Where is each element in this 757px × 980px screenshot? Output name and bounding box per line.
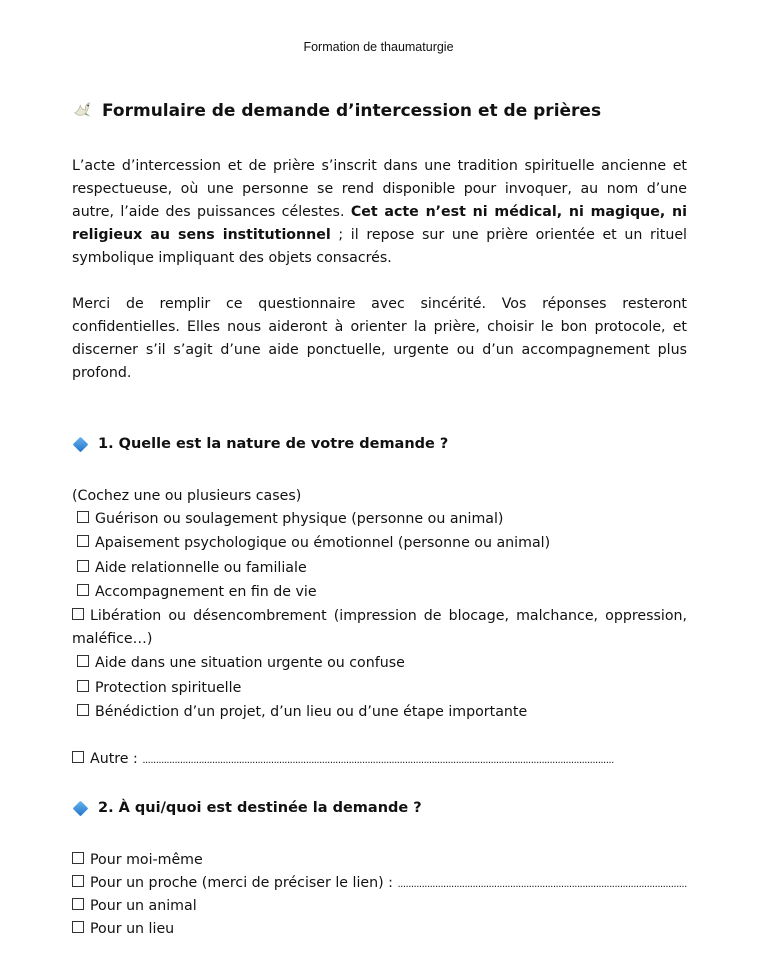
checkbox-icon[interactable] [72,751,84,763]
option-autre-label: Autre : [90,751,143,767]
question-1-instruction: (Cochez une ou plusieurs cases) [72,488,302,504]
option-protection[interactable] [72,677,692,700]
form-title [72,100,687,122]
option-benediction[interactable] [72,701,692,724]
intro-paragraph-2: Merci de remplir ce questionnaire avec sincérité. Vos réponses resteront confidentielles. Elles nous aideront à orienter la prière, choisir le bon protocole, et discerner s’il s’agit d’une aide ponctuelle, urgente ou d’un accompagnement plus profond. [72,296,687,381]
option-liberation[interactable] [72,605,687,651]
intro-text-bold: Cet acte n’est ni médical, ni magique, ni religieux au sens institutionnel [72,204,687,243]
option-label: Protection spirituelle [95,680,242,696]
intro-text-b: ; il repose sur une prière orientée et un rituel symbolique impliquant des objets consacrés. [72,227,687,266]
blue-diamond-icon [73,800,89,816]
option-label: Aide relationnelle ou familiale [95,560,307,576]
checkbox-icon[interactable] [72,852,84,864]
option-moi-meme[interactable] [72,849,687,872]
question-2-text: 2. À qui/quoi est destinée la demande ? [98,800,422,816]
option-label: Bénédiction d’un projet, d’un lieu ou d’une étape importante [95,704,528,720]
proche-fill-line[interactable]: ............................................................................................................ [397,879,687,890]
option-label: Guérison ou soulagement physique (personne ou animal) [95,511,504,527]
intro-paragraph-1 [72,155,687,270]
option-label: Pour un lieu [90,921,175,937]
option-label: Pour un animal [90,898,197,914]
checkbox-icon[interactable] [72,608,84,620]
option-autre[interactable] [72,748,687,772]
autre-fill-line[interactable]: ................................................................................................................................................................................ [142,755,614,766]
option-proche[interactable] [72,872,687,896]
checkbox-icon[interactable] [77,584,89,596]
question-2-heading [72,800,687,816]
option-label: Aide dans une situation urgente ou confuse [95,655,405,671]
checkbox-icon[interactable] [77,535,89,547]
checkbox-icon[interactable] [72,875,84,887]
option-fin-de-vie[interactable] [72,581,692,604]
option-label: Apaisement psychologique ou émotionnel (personne ou animal) [95,535,551,551]
page-header: Formation de thaumaturgie [303,40,454,54]
checkbox-icon[interactable] [77,655,89,667]
checkbox-icon[interactable] [77,680,89,692]
blue-diamond-icon [73,436,89,452]
question-1-text: 1. Quelle est la nature de votre demande ? [98,436,449,452]
option-aide-relationnelle[interactable] [72,557,692,580]
dove-icon [72,100,94,122]
option-label: Libération ou désencombrement (impression de blocage, malchance, oppression, maléfice…) [72,608,687,647]
checkbox-icon[interactable] [77,560,89,572]
checkbox-icon[interactable] [77,511,89,523]
option-label: Pour un proche (merci de préciser le lien) : [90,875,398,891]
question-1-heading [72,436,687,452]
option-lieu[interactable] [72,918,687,941]
option-label: Accompagnement en fin de vie [95,584,317,600]
checkbox-icon[interactable] [72,898,84,910]
option-guerison[interactable] [72,508,692,531]
form-title-text: Formulaire de demande d’intercession et de prières [102,101,602,121]
checkbox-icon[interactable] [72,921,84,933]
option-situation-urgente[interactable] [72,652,692,675]
intro-text-a: L’acte d’intercession et de prière s’inscrit dans une tradition spirituelle ancienne et respectueuse, où une personne se rend disponible pour invoquer, au nom d’une autre, l’aide des puissances célestes. [72,158,687,220]
checkbox-icon[interactable] [77,704,89,716]
option-label: Pour moi-même [90,852,203,868]
option-apaisement[interactable] [72,532,692,555]
option-animal[interactable] [72,895,687,918]
